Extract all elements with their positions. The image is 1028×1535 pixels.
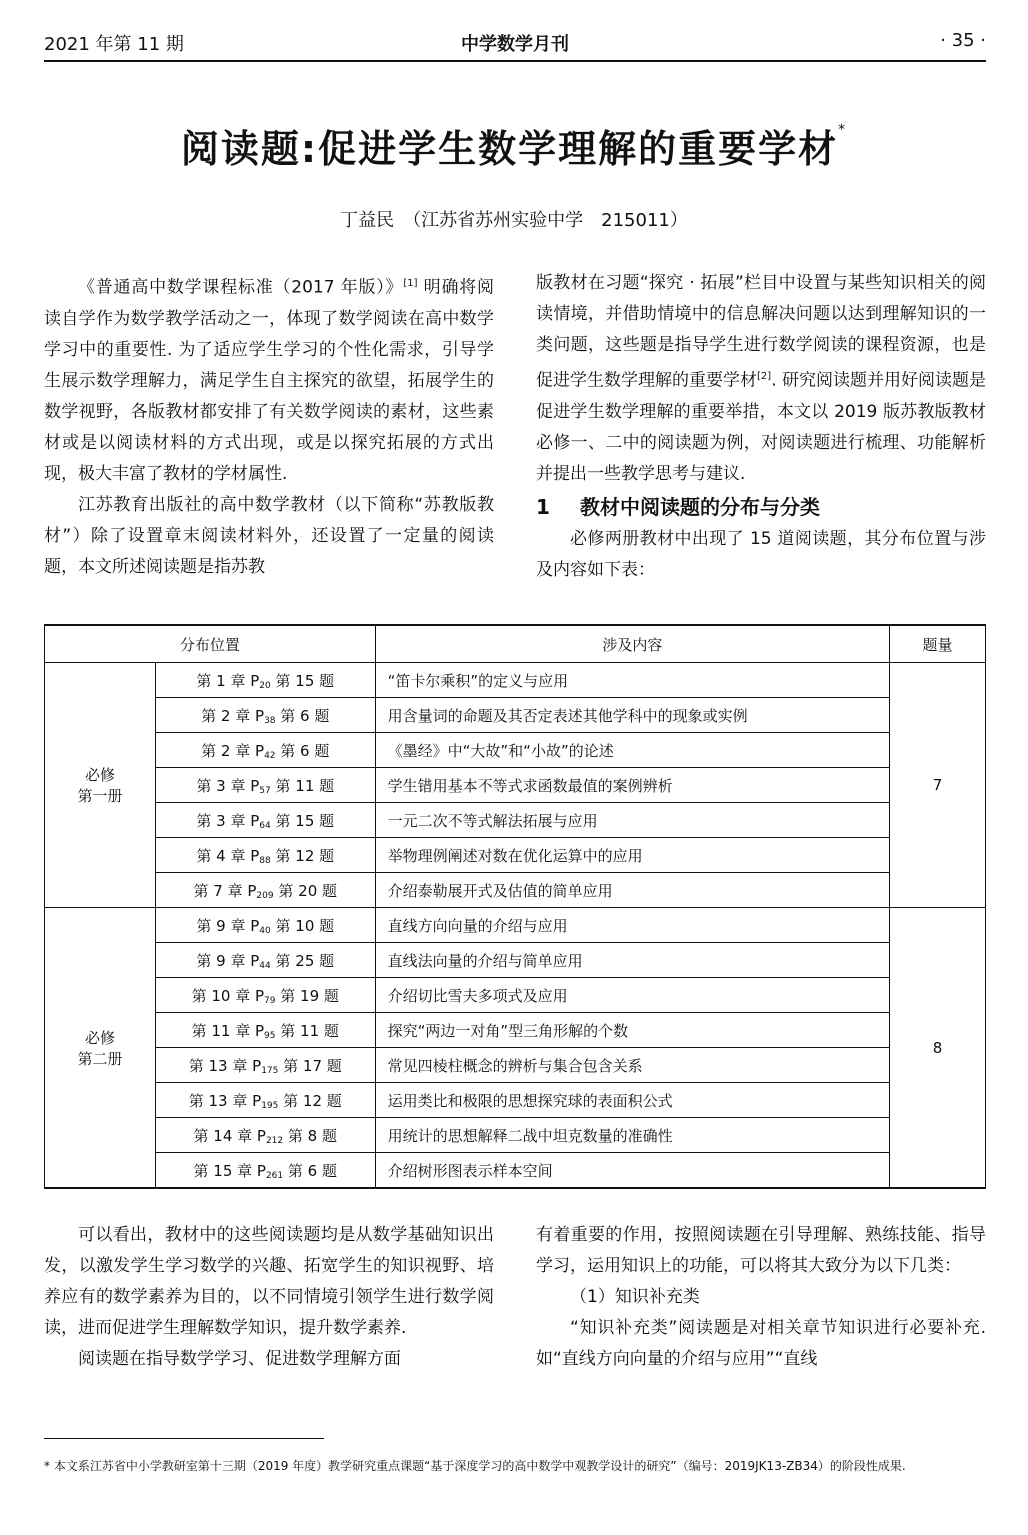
table-header-row bbox=[45, 625, 986, 663]
location-question: 第 15 题 bbox=[270, 671, 335, 690]
distribution-table bbox=[44, 624, 986, 1189]
column-2 bbox=[536, 268, 986, 586]
content-cell: 运用类比和极限的思想探究球的表面积公式 bbox=[375, 1083, 889, 1118]
content-cell: 学生错用基本不等式求函数最值的案例辨析 bbox=[375, 768, 889, 803]
section-heading bbox=[536, 490, 986, 524]
location-chapter: 第 4 章 P bbox=[196, 846, 260, 865]
paragraph bbox=[536, 268, 986, 490]
location-chapter: 第 1 章 P bbox=[196, 671, 260, 690]
paragraph: 江苏教育出版社的高中数学教材（以下简称“苏教版教材”）除了设置章末阅读材料外，还设置了一定量的阅读题，本文所述阅读题是指苏教 bbox=[44, 494, 494, 577]
page-subscript: 40 bbox=[259, 925, 271, 936]
section-number: 1 bbox=[536, 494, 550, 519]
page-subscript: 20 bbox=[259, 680, 271, 691]
paragraph: “知识补充类”阅读题是对相关章节知识进行必要补充. 如“直线方向向量的介绍与应用”“直线 bbox=[536, 1318, 986, 1369]
count-cell: 7 bbox=[890, 663, 986, 908]
location-question: 第 15 题 bbox=[270, 811, 335, 830]
content-cell: 介绍树形图表示样本空间 bbox=[375, 1153, 889, 1189]
table-row bbox=[45, 1118, 986, 1153]
location-chapter: 第 7 章 P bbox=[193, 881, 257, 900]
location-chapter: 第 9 章 P bbox=[196, 951, 260, 970]
content-cell: 一元二次不等式解法拓展与应用 bbox=[375, 803, 889, 838]
page-subscript: 195 bbox=[261, 1100, 279, 1111]
volume-cell bbox=[45, 908, 156, 1189]
content-cell: 举物理例阐述对数在优化运算中的应用 bbox=[375, 838, 889, 873]
page-number: · 35 · bbox=[940, 30, 986, 51]
count-cell: 8 bbox=[890, 908, 986, 1189]
subsection-heading: （1）知识补充类 bbox=[570, 1287, 700, 1307]
column-1 bbox=[44, 268, 494, 583]
table-row bbox=[45, 1153, 986, 1189]
content-cell: 介绍切比雪夫多项式及应用 bbox=[375, 978, 889, 1013]
location-question: 第 12 题 bbox=[278, 1091, 342, 1110]
table-row bbox=[45, 838, 986, 873]
paragraph-text: . 研究阅读题并用好阅读题是促进学生数学理解的重要举措，本文以 2019 版苏教版教材必修一、二中的阅读题为例，对阅读题进行梳理、功能解析并提出一些教学思考与建议. bbox=[536, 370, 987, 484]
table-row bbox=[45, 908, 986, 943]
content-cell: 用统计的思想解释二战中坦克数量的准确性 bbox=[375, 1118, 889, 1153]
location-chapter: 第 13 章 P bbox=[188, 1091, 262, 1110]
volume-book: 第一册 bbox=[77, 787, 123, 805]
title-text: 阅读题:促进学生数学理解的重要学材 bbox=[180, 127, 839, 171]
location-cell bbox=[155, 1013, 375, 1048]
table-row bbox=[45, 663, 986, 698]
page-subscript: 261 bbox=[265, 1170, 284, 1181]
paragraph: 有着重要的作用，按照阅读题在引导理解、熟练技能、指导学习，运用知识上的功能，可以将其大致分为以下几类： bbox=[536, 1225, 986, 1276]
content-cell: 直线法向量的介绍与简单应用 bbox=[375, 943, 889, 978]
content-cell: 用含量词的命题及其否定表述其他学科中的现象或实例 bbox=[375, 698, 889, 733]
table-row bbox=[45, 1013, 986, 1048]
location-chapter: 第 14 章 P bbox=[193, 1126, 266, 1145]
location-cell bbox=[155, 698, 375, 733]
location-chapter: 第 3 章 P bbox=[196, 811, 260, 830]
location-chapter: 第 13 章 P bbox=[188, 1056, 262, 1075]
paragraph-text: 《普通高中数学课程标准（2017 年版）》 bbox=[78, 277, 404, 298]
location-chapter: 第 15 章 P bbox=[193, 1161, 266, 1180]
location-question: 第 12 题 bbox=[270, 846, 335, 865]
section-title: 教材中阅读题的分布与分类 bbox=[580, 494, 820, 519]
content-cell: 直线方向向量的介绍与应用 bbox=[375, 908, 889, 943]
page-subscript: 79 bbox=[264, 995, 276, 1006]
paragraph bbox=[44, 268, 494, 490]
page-subscript: 44 bbox=[259, 960, 271, 971]
table-row bbox=[45, 943, 986, 978]
table-row bbox=[45, 733, 986, 768]
content-cell: 《墨经》中“大故”和“小故”的论述 bbox=[375, 733, 889, 768]
volume-cell bbox=[45, 663, 156, 908]
location-cell bbox=[155, 663, 375, 698]
location-question: 第 19 题 bbox=[275, 986, 339, 1005]
table-row bbox=[45, 803, 986, 838]
page-subscript: 212 bbox=[265, 1135, 284, 1146]
paragraph-text: 版教材在习题“探究 · 拓展”栏目中设置与某些知识相关的阅读情境，并借助情境中的信息解决问题以达到理解知识的一类问题，这些题是指导学生进行数学阅读的课程资源，也是促进学生数学理解的重要学材 bbox=[536, 273, 986, 391]
footnote-divider bbox=[44, 1438, 324, 1439]
paragraph: 阅读题在指导数学学习、促进数学理解方面 bbox=[78, 1349, 401, 1369]
location-question: 第 25 题 bbox=[270, 951, 335, 970]
content-cell: 常见四棱柱概念的辨析与集合包含关系 bbox=[375, 1048, 889, 1083]
content-cell: 介绍泰勒展开式及估值的简单应用 bbox=[375, 873, 889, 908]
location-cell bbox=[155, 978, 375, 1013]
location-cell bbox=[155, 873, 375, 908]
page-subscript: 42 bbox=[264, 750, 276, 761]
table-row bbox=[45, 1083, 986, 1118]
location-cell bbox=[155, 803, 375, 838]
location-chapter: 第 2 章 P bbox=[201, 741, 265, 760]
location-cell bbox=[155, 1118, 375, 1153]
page-subscript: 57 bbox=[259, 785, 271, 796]
page-subscript: 95 bbox=[264, 1030, 276, 1041]
location-chapter: 第 2 章 P bbox=[201, 706, 265, 725]
header-content: 涉及内容 bbox=[375, 625, 889, 663]
header-position: 分布位置 bbox=[45, 625, 376, 663]
location-cell bbox=[155, 1153, 375, 1189]
table-row bbox=[45, 698, 986, 733]
location-question: 第 6 题 bbox=[275, 741, 330, 760]
location-question: 第 11 题 bbox=[275, 1021, 339, 1040]
location-chapter: 第 11 章 P bbox=[191, 1021, 265, 1040]
page-subscript: 88 bbox=[259, 855, 271, 866]
page-subscript: 175 bbox=[261, 1065, 279, 1076]
location-cell bbox=[155, 838, 375, 873]
paragraph-text: 明确将阅读自学作为数学教学活动之一，体现了数学阅读在高中数学学习中的重要性. 为了适应学生学习的个性化需求，引导学生展示数学理解力，满足学生自主探究的欲望，拓展学生的数学视野，各版教材都安排了有关数学阅读的素材，这些素材或是以阅读材料的方式出现，或是以探究拓展的方式出现，极大丰富了教材的学材属性. bbox=[44, 277, 494, 484]
running-header bbox=[44, 30, 986, 62]
paragraph: 必修两册教材中出现了 15 道阅读题，其分布位置与涉及内容如下表： bbox=[536, 528, 986, 580]
title-footnote-mark: * bbox=[838, 122, 848, 139]
location-question: 第 11 题 bbox=[270, 776, 335, 795]
issue-label: 2021 年第 11 期 bbox=[44, 34, 184, 55]
content-cell: “笛卡尔乘积”的定义与应用 bbox=[375, 663, 889, 698]
header-count: 题量 bbox=[890, 625, 986, 663]
column-4 bbox=[536, 1220, 986, 1375]
location-question: 第 20 题 bbox=[273, 881, 338, 900]
volume-name: 必修 bbox=[84, 1028, 115, 1047]
location-question: 第 6 题 bbox=[283, 1161, 337, 1180]
table-row bbox=[45, 978, 986, 1013]
table-row bbox=[45, 1048, 986, 1083]
page-subscript: 209 bbox=[256, 890, 274, 901]
citation-ref: [1] bbox=[403, 278, 418, 289]
volume-name: 必修 bbox=[84, 766, 115, 784]
paragraph: 可以看出，教材中的这些阅读题均是从数学基础知识出发，以激发学生学习数学的兴趣、拓宽学生的知识视野、培养应有的数学素养为目的，以不同情境引领学生进行数学阅读，进而促进学生理解数学知识，提升数学素养. bbox=[44, 1225, 494, 1338]
volume-book: 第二册 bbox=[77, 1049, 123, 1068]
table-row bbox=[45, 873, 986, 908]
location-cell bbox=[155, 1083, 375, 1118]
location-cell bbox=[155, 1048, 375, 1083]
location-question: 第 6 题 bbox=[275, 706, 330, 725]
article-title bbox=[0, 118, 1028, 173]
page-subscript: 38 bbox=[264, 715, 276, 726]
page-subscript: 64 bbox=[259, 820, 271, 831]
location-cell bbox=[155, 768, 375, 803]
author-line: 丁益民 （江苏省苏州实验中学 215011） bbox=[340, 210, 688, 231]
table-row bbox=[45, 768, 986, 803]
location-cell bbox=[155, 908, 375, 943]
location-question: 第 8 题 bbox=[283, 1126, 337, 1145]
location-chapter: 第 9 章 P bbox=[196, 916, 260, 935]
location-cell bbox=[155, 733, 375, 768]
location-question: 第 17 题 bbox=[278, 1056, 342, 1075]
column-3 bbox=[44, 1220, 494, 1375]
content-cell: 探究“两边一对角”型三角形解的个数 bbox=[375, 1013, 889, 1048]
location-question: 第 10 题 bbox=[270, 916, 335, 935]
location-chapter: 第 10 章 P bbox=[191, 986, 265, 1005]
location-cell bbox=[155, 943, 375, 978]
journal-name: 中学数学月刊 bbox=[461, 34, 569, 55]
footnote: * 本文系江苏省中小学教研室第十三期（2019 年度）教学研究重点课题“基于深度学习的高中数学中观教学设计的研究”（编号：2019JK13-ZB34）的阶段性成果. bbox=[44, 1459, 906, 1473]
citation-ref: [2] bbox=[757, 371, 772, 382]
location-chapter: 第 3 章 P bbox=[196, 776, 260, 795]
